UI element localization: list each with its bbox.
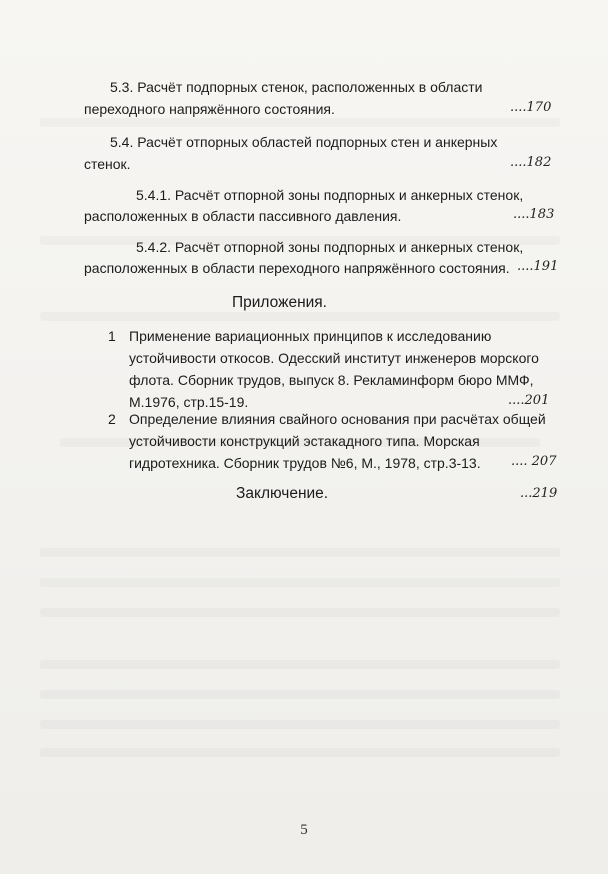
toc-entry-5-4-page: ....182 bbox=[510, 155, 552, 170]
appendix-item-1-line-4: М.1976, стр.15-19. bbox=[129, 394, 249, 410]
conclusion-heading: Заключение. bbox=[236, 485, 329, 502]
appendix-item-1-number: 1 bbox=[108, 328, 116, 344]
toc-entry-5-3-page: ....170 bbox=[510, 100, 552, 115]
bleed-through bbox=[40, 578, 560, 587]
bleed-through bbox=[40, 312, 560, 321]
page-number: 5 bbox=[300, 822, 308, 838]
toc-entry-5-4-2-page: ....191 bbox=[517, 259, 559, 274]
appendix-heading: Приложения. bbox=[232, 294, 327, 311]
bleed-through bbox=[40, 608, 560, 617]
bleed-through bbox=[40, 690, 560, 699]
toc-entry-5-3-line-2: переходного напряжённого состояния. bbox=[84, 101, 335, 117]
toc-entry-5-4-2-line-2: расположенных в области переходного напряжённого состояния. bbox=[84, 260, 510, 276]
appendix-item-2-number: 2 bbox=[108, 411, 116, 427]
appendix-item-2-page: .... 207 bbox=[511, 454, 557, 469]
toc-entry-5-4-line-2: стенок. bbox=[84, 156, 131, 172]
appendix-item-2-line-1: Определение влияния свайного основания при расчётах общей bbox=[129, 411, 546, 427]
appendix-item-2-line-2: устойчивости конструкций эстакадного типа. Морская bbox=[129, 433, 480, 449]
toc-entry-5-4-1-page: ....183 bbox=[513, 207, 555, 222]
toc-entry-5-4-1-line-2: расположенных в области пассивного давления. bbox=[84, 208, 402, 224]
appendix-item-1-line-2: устойчивости откосов. Одесский институт инженеров морского bbox=[129, 350, 539, 366]
bleed-through bbox=[40, 660, 560, 669]
toc-entry-5-3-line-1: 5.3. Расчёт подпорных стенок, расположенных в области bbox=[110, 79, 483, 95]
appendix-item-1-line-3: флота. Сборник трудов, выпуск 8. Рекламинформ бюро ММФ, bbox=[129, 372, 534, 388]
conclusion-page: ...219 bbox=[520, 486, 558, 501]
toc-entry-5-4-2-line-1: 5.4.2. Расчёт отпорной зоны подпорных и анкерных стенок, bbox=[136, 239, 524, 255]
bleed-through bbox=[40, 548, 560, 557]
appendix-item-1-line-1: Применение вариационных принципов к исследованию bbox=[129, 328, 492, 344]
bleed-through bbox=[40, 720, 560, 729]
appendix-item-2-line-3: гидротехника. Сборник трудов №6, М., 1978, стр.3-13. bbox=[129, 455, 481, 471]
bleed-through bbox=[40, 118, 560, 127]
bleed-through bbox=[40, 748, 560, 757]
toc-entry-5-4-line-1: 5.4. Расчёт отпорных областей подпорных стен и анкерных bbox=[110, 134, 498, 150]
toc-entry-5-4-1-line-1: 5.4.1. Расчёт отпорной зоны подпорных и анкерных стенок, bbox=[136, 187, 524, 203]
appendix-item-1-page: ....201 bbox=[508, 393, 550, 408]
